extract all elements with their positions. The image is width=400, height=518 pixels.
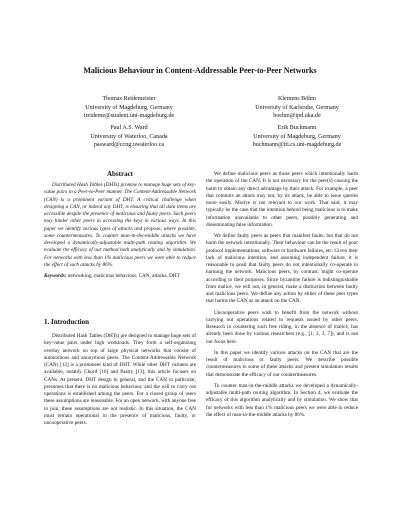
author-block <box>212 95 382 121</box>
author-affiliation: University of Magdeburg, Germany <box>85 104 173 111</box>
paragraph: Distributed Hash Tables (DHTs) are designed to manage huge sets of key-value pairs under high workloads. They form a self-organizing overlay network on top of large physical networks that consist of autonomous and anonymous peers. The Content-Addressable Network (CAN) [12] is a prominent kind of DHT. While other DHT variants are available, notably Chord [16] and Pastry [13], this article focuses on CANs. At present, DHT design in general, and the CAN in particular, presumes that there is no malicious behaviour, and the will to carry out operations is established among the peers. For a closed group of users these assumptions are reasonable. For an open network, with anyone free to join, these assumptions are not realistic. In this situation, the CAN must remain operational in the presence of malicious, faulty, or uncooperative peers. <box>44 333 196 426</box>
author-email: buchmann@iti.cs.uni-magdeburg.de <box>252 142 342 149</box>
author-name: Erik Buchmann <box>277 125 317 131</box>
author-block <box>44 95 214 121</box>
author-affiliation: University of Waterloo, Canada <box>90 133 168 140</box>
author-affiliation: University of Magdeburg, Germany <box>253 133 341 140</box>
section-heading: 1. Introduction <box>44 318 89 326</box>
author-name: Paul A.S. Ward <box>110 125 148 131</box>
author-affiliation: University of Karlsruhe, Germany <box>255 104 339 111</box>
author-block <box>212 124 382 150</box>
keywords <box>44 273 196 280</box>
abstract-heading: Abstract <box>106 170 134 178</box>
left-column <box>44 182 196 280</box>
author-email: boehm@ipd.uka.de <box>273 113 321 120</box>
author-block <box>44 124 214 150</box>
paragraph: We define faulty peers as peers that manifest faults, but that do not harm the network intentionally. Their behaviour can be the result of poor protocol implementations, software or hardware failures, etc. Given their lack of malicious intention, and assuming independent failure, it is reasonable to posit that faulty peers do not intentionally co-operate in harming the network. Malicious peers, by contrast, might co-operate according to their purposes. Since byzantine failure is indistinguishable from malice, we will not, in general, make a distinction between faulty and malicious peers. We define any action by either of these peer types that harms the CAN as an attack on the CAN. <box>206 233 358 305</box>
author-email: treideme@student.uni-magdeburg.de <box>83 113 175 120</box>
abstract-text: Distributed Hash Tables (DHTs) promise to manage huge sets of key-value pairs in a Peer-to-Peer manner. The Content-Addressable Network (CAN) is a prominent variant of DHT. A critical challenge when designing a CAN, or indeed any DHT, is ensuring that all data items are accessible despite the presence of malicious and faulty peers. Such peers may hinder other peers in accessing the keys in various ways. In this paper we identify various types of attacks and propose, where possible, some countermeasures. To counter man-in-the-middle attacks we have developed a dynamically-adjustable multi-path routing algorithm. We evaluate the efficacy of our method both analytically and by simulation. For networks with less than 1% malicious peers we were able to reduce the effect of such attacks by 86%. <box>44 182 196 268</box>
author-name: Thomas Reidemeister <box>102 96 156 102</box>
paper-title: Malicious Behaviour in Content-Addressable Peer-to-Peer Networks <box>83 66 317 75</box>
paragraph: We define malicious peers as those peers which intentionally harm the operation of the CAN. It is not necessary for the peer(s) causing the harm to obtain any direct advantage by their attack. For example, a peer that commits an attack may not, by its attack, be able to issue queries more easily. Motive is not relevant to our work. That said, it may typically be the case that the intention behind being malicious is to make information unavailable to other peers, possibly generating and disseminating false information. <box>206 171 358 228</box>
author-email: pasward@ccng.uwaterloo.ca <box>93 142 165 149</box>
paragraph: In this paper we identify various attacks on the CAN that are the result of malicious or faulty peers. We describe possible countermeasures to some of these attacks and present simulation results that demonstrate the efficacy of our countermeasures. <box>206 349 358 378</box>
intro-column <box>44 333 196 427</box>
keywords-label: Keywords: <box>44 273 67 279</box>
author-name: Klemens Böhm <box>277 96 317 102</box>
keywords-list: networking, malicious behaviour, CAN, attacks, DHT <box>67 273 180 279</box>
paragraph: Uncooperative peers wish to benefit from the network without carrying out operations related to requests issued by other peers. Research in countering such free riding, in the absence of malice, has already been done by various researchers (e.g., [1, 2, 3, 7]), and is not our focus here. <box>206 309 358 345</box>
paragraph: To counter man-in-the-middle attacks we developed a dynamically-adjustable multi-path routing algorithm. In Section 4, we evaluate the efficacy of this algorithm analytically and by simulation. We show that for networks with less than 1% malicious peers we were able to reduce the effect of man-in-the-middle attacks by 86%. <box>206 382 358 418</box>
right-column <box>206 171 358 419</box>
